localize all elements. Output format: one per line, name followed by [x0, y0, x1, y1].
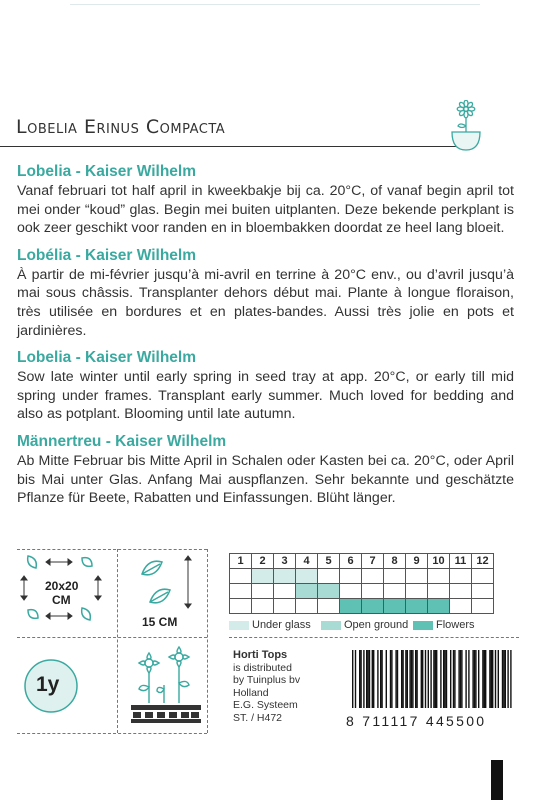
calendar-cell-open-ground — [252, 584, 274, 599]
barcode-bar — [433, 650, 434, 708]
calendar-cell-under-glass — [318, 569, 340, 584]
description-sections — [17, 162, 514, 516]
barcode-bar — [380, 650, 381, 708]
barcode-bar — [465, 650, 466, 708]
spacing-label: 20x20 — [45, 579, 79, 593]
dashed-divider — [117, 549, 118, 733]
legend-swatch — [321, 621, 341, 630]
publisher-line: is distributed — [233, 661, 292, 674]
top-divider — [70, 0, 480, 5]
barcode-bar — [428, 650, 429, 708]
legend-swatch — [413, 621, 433, 630]
barcode-bar — [405, 650, 406, 708]
legend-label: Under glass — [252, 619, 311, 631]
section-text: Sow late winter until early spring in seed tray at app. 20°C, or early till mid spring under frames. Transplant early summer. Much loved for bedding and also as potplant. Blooming until late autumn. — [17, 369, 514, 423]
calendar-cell-flowers — [472, 599, 494, 614]
barcode-bar — [475, 650, 476, 708]
barcode-bar — [367, 650, 368, 708]
calendar-cell-under-glass — [362, 569, 384, 584]
sowing-calendar — [229, 553, 494, 614]
section-german — [17, 432, 514, 508]
barcode-bar — [390, 650, 391, 708]
calendar-cell-open-ground — [406, 584, 428, 599]
calendar-cell-flowers — [252, 599, 274, 614]
calendar-cell-under-glass — [406, 569, 428, 584]
barcode-bar — [510, 650, 511, 708]
month-header: 6 — [340, 554, 362, 569]
barcode-bar — [492, 650, 493, 708]
calendar-cell-open-ground — [340, 584, 362, 599]
barcode-bar — [409, 650, 410, 708]
calendar-cell-under-glass — [428, 569, 450, 584]
barcode-bar — [355, 650, 356, 708]
barcode-bar — [372, 650, 373, 708]
month-header: 10 — [428, 554, 450, 569]
month-header: 12 — [472, 554, 494, 569]
section-heading: Lobelia - Kaiser Wilhelm — [17, 163, 197, 180]
legend-label: Flowers — [436, 619, 475, 631]
barcode-bar — [505, 650, 506, 708]
calendar-cell-under-glass — [340, 569, 362, 584]
barcode-bar — [502, 650, 503, 708]
barcode-bar — [401, 650, 402, 708]
barcode-bar — [386, 650, 387, 708]
calendar-cell-open-ground — [362, 584, 384, 599]
calendar-cell-under-glass — [252, 569, 274, 584]
calendar-cell-flowers — [274, 599, 296, 614]
barcode-bar — [507, 650, 508, 708]
calendar-cell-flowers — [362, 599, 384, 614]
barcode-bar — [377, 650, 378, 708]
publisher-line: by Tuinplus bv — [233, 674, 301, 686]
calendar-cell-open-ground — [318, 584, 340, 599]
publisher-line: ST. / H472 — [233, 711, 283, 724]
barcode-bar — [422, 650, 423, 708]
dashed-divider — [229, 637, 519, 638]
barcode-bar — [391, 650, 392, 708]
calendar-cell-flowers — [230, 599, 252, 614]
product-title: Lobelia Erinus Compacta — [16, 116, 226, 138]
calendar-cell-open-ground — [384, 584, 406, 599]
barcode-bar — [453, 650, 454, 708]
calendar-cell-flowers — [340, 599, 362, 614]
publisher-name: Horti Tops — [233, 649, 288, 661]
dashed-divider — [17, 637, 207, 638]
barcode-bar — [478, 650, 479, 708]
calendar-cell-open-ground — [472, 584, 494, 599]
barcode-bar — [485, 650, 486, 708]
barcode-bar — [363, 650, 364, 708]
calendar-cell-open-ground — [230, 584, 252, 599]
barcode-bar — [474, 650, 475, 708]
legend-flowers — [413, 619, 475, 633]
calendar-cell-open-ground — [274, 584, 296, 599]
barcode-bar — [443, 650, 444, 708]
calendar-table — [229, 553, 494, 614]
barcode-bar — [435, 650, 436, 708]
legend-open-ground — [321, 619, 408, 633]
dashed-divider — [207, 549, 208, 733]
calendar-cell-flowers — [296, 599, 318, 614]
barcode-bar — [425, 650, 426, 708]
barcode-bar — [366, 650, 367, 708]
section-dutch — [17, 162, 514, 238]
calendar-cell-flowers — [428, 599, 450, 614]
barcode-bar — [450, 650, 451, 708]
barcode-bar — [454, 650, 455, 708]
month-header: 8 — [384, 554, 406, 569]
barcode-bar — [373, 650, 374, 708]
barcode-bar — [402, 650, 403, 708]
publisher-line: Holland — [233, 686, 269, 699]
month-header: 1 — [230, 554, 252, 569]
calendar-cell-open-ground — [428, 584, 450, 599]
calendar-legend — [229, 619, 509, 633]
barcode-bar — [421, 650, 422, 708]
calendar-cell-under-glass — [230, 569, 252, 584]
barcode-bar — [491, 650, 492, 708]
calendar-cell-under-glass — [450, 569, 472, 584]
calendar-cell-flowers — [450, 599, 472, 614]
barcode-bar — [482, 650, 483, 708]
month-header: 5 — [318, 554, 340, 569]
section-text: Vanaf februari tot half april in kweekbakje bij ca. 20°C, of vanaf begin april tot mei onder “koud” glas. Begin mei buiten uitplanten. Deze bekende perkplant is ook zeer geschikt voor randen en in bloembakken doordat ze heel lang bloeit. — [17, 183, 514, 237]
section-text: Ab Mitte Februar bis Mitte April in Schalen oder Kasten bei ca. 20°C, oder April bis Mai unter Glas. Anfang Mai auspflanzen. Sehr bekannte und geschätzte Pflanze für Beete, Rabatten und Einfassungen. Blüht länger. — [17, 452, 514, 507]
barcode-bar — [484, 650, 485, 708]
seed-tray-icon — [127, 645, 205, 729]
calendar-cell-open-ground — [450, 584, 472, 599]
barcode-bar — [446, 650, 447, 708]
barcode-bar — [407, 650, 408, 708]
barcode-bar — [495, 650, 496, 708]
month-header: 9 — [406, 554, 428, 569]
legend-swatch — [229, 621, 249, 630]
calendar-cell-under-glass — [296, 569, 318, 584]
barcode-bar — [360, 650, 361, 708]
edge-marker — [491, 760, 503, 800]
barcode-bar — [472, 650, 473, 708]
section-french — [17, 246, 514, 340]
barcode-bar — [415, 650, 416, 708]
section-heading: Lobélia - Kaiser Wilhelm — [17, 246, 197, 264]
barcode-bar — [381, 650, 382, 708]
barcode-bar — [461, 650, 462, 708]
barcode-bar — [395, 650, 396, 708]
barcode-bar — [397, 650, 398, 708]
sowing-depth-icon — [128, 552, 204, 612]
barcode-bar — [416, 650, 417, 708]
barcode-bar — [444, 650, 445, 708]
barcode-bar — [468, 650, 469, 708]
barcode-bar — [359, 650, 360, 708]
barcode-bar — [352, 650, 353, 708]
section-english — [17, 348, 514, 424]
barcode-bar — [460, 650, 461, 708]
barcode-bar — [458, 650, 459, 708]
barcode-bar — [440, 650, 441, 708]
depth-label: 15 CM — [142, 615, 178, 629]
calendar-cell-flowers — [318, 599, 340, 614]
calendar-cell-under-glass — [274, 569, 296, 584]
lifecycle-label: 1y — [36, 673, 60, 696]
barcode-bar — [498, 650, 499, 708]
calendar-cell-flowers — [384, 599, 406, 614]
barcode-bar — [411, 650, 412, 708]
barcode-bar — [430, 650, 431, 708]
section-heading: Männertreu - Kaiser Wilhelm — [17, 432, 227, 450]
barcode-bar — [412, 650, 413, 708]
dashed-divider — [17, 733, 207, 734]
legend-label: Open ground — [344, 619, 409, 631]
month-header: 7 — [362, 554, 384, 569]
month-header: 2 — [252, 554, 274, 569]
barcode-bar — [489, 650, 490, 708]
calendar-cell-under-glass — [384, 569, 406, 584]
calendar-cell-open-ground — [296, 584, 318, 599]
barcode-number: 8 711117 445500 — [346, 713, 487, 729]
calendar-cell-under-glass — [472, 569, 494, 584]
barcode-bar — [436, 650, 437, 708]
month-header: 11 — [450, 554, 472, 569]
publisher-info — [233, 649, 343, 724]
legend-under-glass — [229, 619, 311, 633]
calendar-cell-flowers — [406, 599, 428, 614]
barcode-bar — [369, 650, 370, 708]
dashed-divider — [17, 549, 207, 550]
section-heading: Lobelia - Kaiser Wilhelm — [17, 349, 197, 367]
barcode-bar — [503, 650, 504, 708]
month-header: 3 — [274, 554, 296, 569]
spacing-unit: CM — [52, 593, 71, 607]
potted-flower-icon — [448, 100, 484, 156]
section-text: À partir de mi-février jusqu’à mi-avril en terrine à 20°C env., ou d’avril jusqu’à mai sous châssis. Transplanter dehors début mai. Plante à longue floraison, très utilisée en bordures et en plates-bandes. Aussi très jolie en pots et jardinières. — [17, 266, 514, 339]
month-header: 4 — [296, 554, 318, 569]
publisher-line: E.G. Systeem — [233, 699, 298, 711]
title-underline — [0, 146, 470, 147]
